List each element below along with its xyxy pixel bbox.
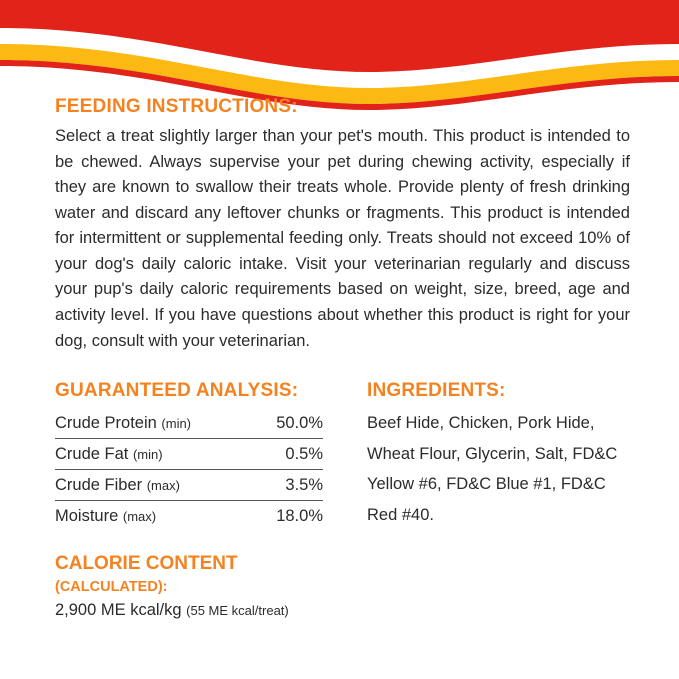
guaranteed-analysis-heading: GUARANTEED ANALYSIS: (55, 380, 299, 402)
table-row (55, 470, 323, 501)
nutrient-value: 3.5% (254, 470, 323, 501)
table-row (55, 439, 323, 470)
decorative-swoosh-graphic (0, 0, 679, 110)
ingredients-column (367, 380, 627, 620)
table-row (55, 501, 323, 532)
table-row (55, 408, 323, 439)
nutrient-value: 0.5% (254, 439, 323, 470)
nutrient-cell (55, 501, 254, 532)
nutrient-qualifier: (max) (146, 478, 180, 494)
calorie-content-heading-note: (CALCULATED): (55, 579, 168, 596)
feeding-instructions-text: Select a treat slightly larger than your pet's mouth. This product is intended to be chewed. Always supervise your pet during chewing activity, especially if they are known to swallow their treats whole. Provide plenty of fresh drinking water and discard any leftover chunks or fragments. This product is intended for intermittent or supplemental feeding only. Treats should not exceed 10% of your dog's daily caloric intake. Visit your veterinarian regularly and discuss your pup's daily caloric requirements based on weight, size, breed, age and activity level. If you have questions about whether this product is right for your dog, consult with your veterinarian. (55, 127, 630, 350)
guaranteed-analysis-column (55, 380, 335, 620)
calorie-content-value-row (55, 601, 335, 620)
nutrient-name: Crude Protein (55, 414, 157, 433)
calorie-content-heading (55, 553, 335, 597)
label-content (55, 96, 630, 620)
nutrient-qualifier: (max) (122, 509, 157, 525)
nutrient-qualifier: (min) (132, 447, 163, 463)
nutrient-qualifier: (min) (161, 416, 192, 432)
calorie-content-heading-main: CALORIE CONTENT (55, 553, 238, 575)
label-columns (55, 380, 630, 620)
nutrient-name: Crude Fiber (55, 476, 143, 495)
calorie-content-value: 2,900 ME kcal/kg (55, 601, 182, 620)
nutrient-cell (55, 408, 254, 439)
nutrient-value: 18.0% (276, 507, 323, 526)
nutrient-value: 50.0% (254, 408, 323, 439)
ingredients-heading: INGREDIENTS: (367, 380, 506, 402)
feeding-instructions-heading: FEEDING INSTRUCTIONS: (55, 96, 298, 117)
nutrient-cell (55, 470, 254, 501)
nutrient-cell (55, 439, 254, 470)
guaranteed-analysis-table (55, 408, 323, 531)
nutrient-name: Crude Fat (55, 445, 129, 464)
calorie-content-per-treat: (55 ME kcal/treat) (186, 603, 289, 619)
ingredients-text: Beef Hide, Chicken, Pork Hide, Wheat Flour, Glycerin, Salt, FD&C Yellow #6, FD&C Blue #1, FD&C Red #40. (367, 414, 618, 524)
nutrient-name: Moisture (55, 507, 119, 526)
